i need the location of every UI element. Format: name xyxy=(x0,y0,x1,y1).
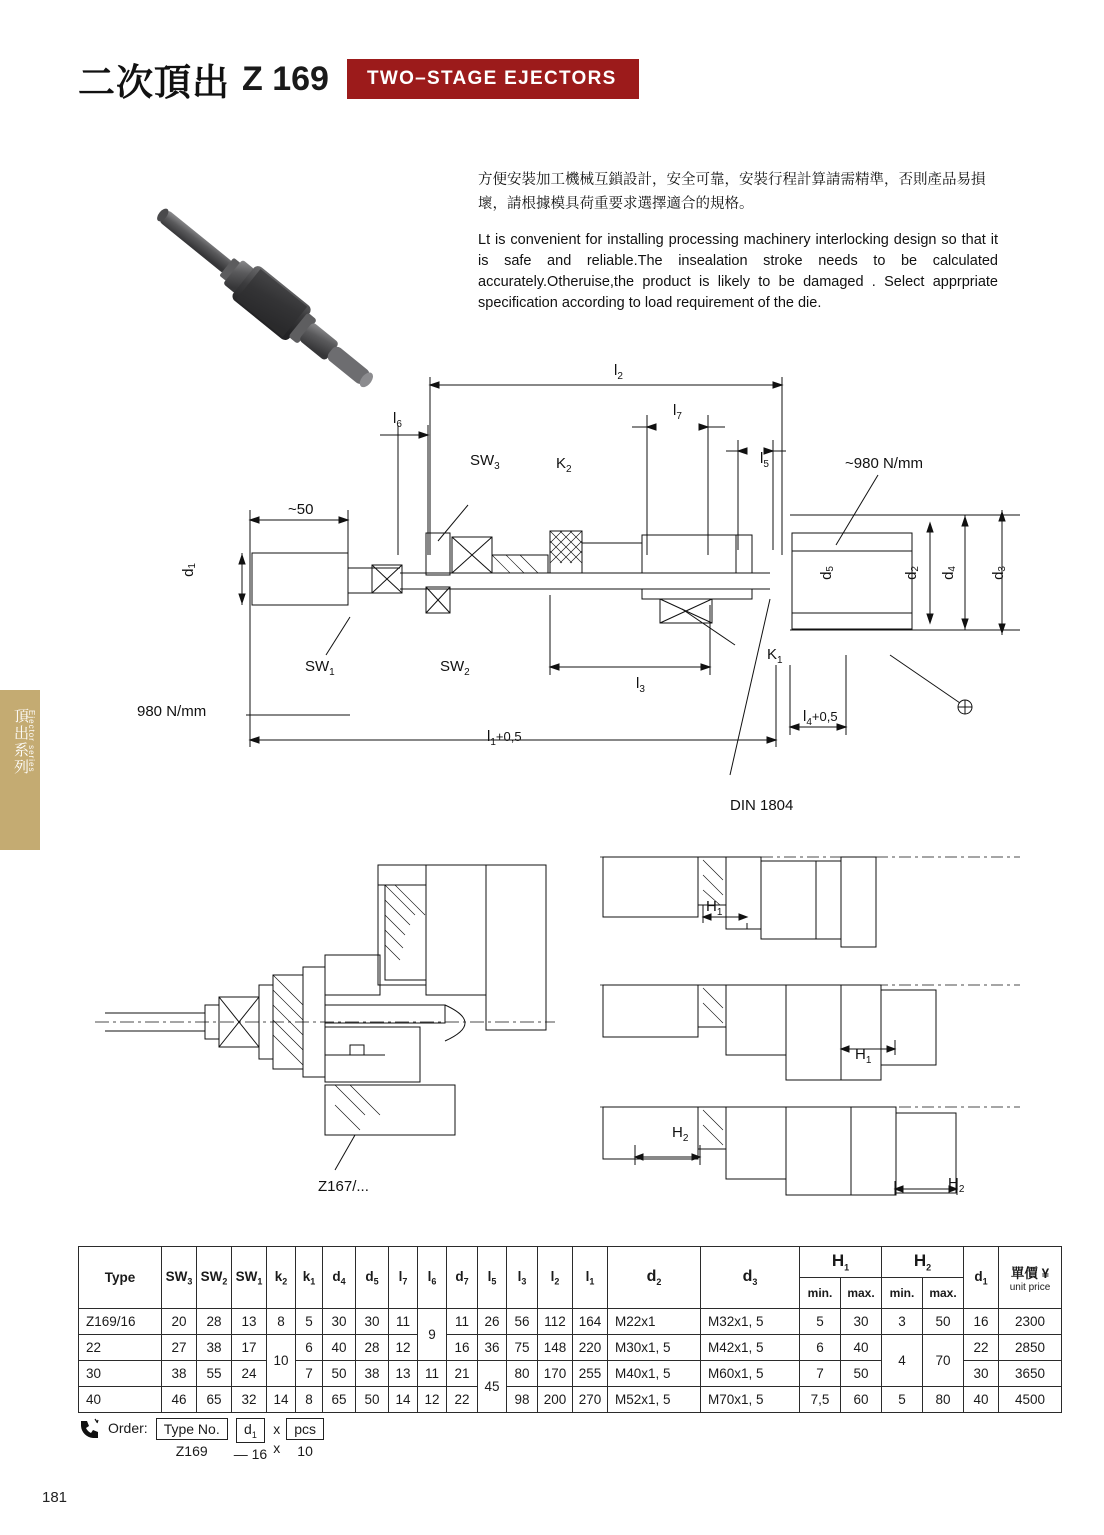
cell-k2: 8 xyxy=(267,1309,296,1335)
label-approx-50: ~50 xyxy=(288,501,314,518)
cell-price: 4500 xyxy=(999,1387,1062,1413)
header-product-code: Z 169 xyxy=(242,59,329,98)
order-pcs-box[interactable]: pcs xyxy=(286,1418,324,1440)
label-z167: Z167/... xyxy=(318,1178,369,1195)
cell-price: 3650 xyxy=(999,1361,1062,1387)
spec-table xyxy=(78,1246,1062,1413)
th-type: Type xyxy=(79,1247,162,1309)
intro-text-en: Lt is convenient for installing processing machinery interlocking design so that it is safe and reliable.The insealation stroke needs to be calculated accurately.Otheruise,the product is likely to be damaged . Select apprpriate specification according to load requirement of the die. xyxy=(478,232,998,311)
side-tab-label-en: Ejector series xyxy=(27,710,36,773)
cell-l7: 14 xyxy=(389,1387,418,1413)
cell-d2: M40x1, 5 xyxy=(608,1361,701,1387)
cell-sw2: 38 xyxy=(197,1335,232,1361)
cell-l5: 45 xyxy=(478,1361,507,1413)
cell-h2min: 4 xyxy=(882,1335,923,1387)
cell-type: 40 xyxy=(79,1387,162,1413)
th-price-sub: unit price xyxy=(1009,1282,1051,1293)
cell-l1: 164 xyxy=(573,1309,608,1335)
th-d1: $d_1$ xyxy=(964,1247,999,1309)
cell-d7: 11 xyxy=(447,1309,478,1335)
order-pcs-value: 10 xyxy=(297,1443,313,1459)
th-sw1: $SW_1$ xyxy=(232,1247,267,1309)
label-l7: $l_7$ xyxy=(673,402,682,422)
page-header xyxy=(78,52,639,106)
order-line xyxy=(78,1418,330,1462)
assembly-drawing xyxy=(85,855,565,1185)
th-k1: $k_1$ xyxy=(296,1247,323,1309)
cell-d2: M30x1, 5 xyxy=(608,1335,701,1361)
cell-l3: 98 xyxy=(507,1387,538,1413)
intro-text-cn: 方便安裝加工機械互鎖設計，安全可靠，安裝行程計算請需精準，否則產品易損壞，請根據模具荷重要求選擇適合的規格。 xyxy=(478,172,986,212)
cell-d4: 40 xyxy=(323,1335,356,1361)
header-title-cn: 二次頂出 xyxy=(78,62,230,103)
th-sw2: $SW_2$ xyxy=(197,1247,232,1309)
cell-sw2: 65 xyxy=(197,1387,232,1413)
cell-type: 30 xyxy=(79,1361,162,1387)
cell-h1min: 7,5 xyxy=(800,1387,841,1413)
page-number: 181 xyxy=(42,1489,68,1506)
th-d2: $d_2$ xyxy=(608,1247,701,1309)
cell-l1: 270 xyxy=(573,1387,608,1413)
cell-sw1: 32 xyxy=(232,1387,267,1413)
cell-d7: 22 xyxy=(447,1387,478,1413)
label-d5: $d_5$ xyxy=(818,566,836,580)
cell-d7: 21 xyxy=(447,1361,478,1387)
cell-k1: 8 xyxy=(296,1387,323,1413)
th-h1-min: min. xyxy=(800,1278,841,1309)
cell-l3: 75 xyxy=(507,1335,538,1361)
header-band-en: TWO–STAGE EJECTORS xyxy=(347,59,639,99)
cell-l5: 26 xyxy=(478,1309,507,1335)
cell-h2max: 70 xyxy=(923,1335,964,1387)
cell-d3: M60x1, 5 xyxy=(701,1361,800,1387)
cell-l7: 13 xyxy=(389,1361,418,1387)
order-phone-icon xyxy=(78,1418,100,1441)
cell-l6: 11 xyxy=(418,1361,447,1387)
label-sw2: $SW_2$ xyxy=(440,658,470,678)
cell-d4: 50 xyxy=(323,1361,356,1387)
cell-l5: 36 xyxy=(478,1335,507,1361)
cell-sw3: 27 xyxy=(162,1335,197,1361)
cell-l6: 9 xyxy=(418,1309,447,1361)
cell-d1: 16 xyxy=(964,1309,999,1335)
label-l6: $l_6$ xyxy=(393,410,402,430)
cell-l1: 255 xyxy=(573,1361,608,1387)
th-h2-min: min. xyxy=(882,1278,923,1309)
cell-d3: M70x1, 5 xyxy=(701,1387,800,1413)
cell-l2: 112 xyxy=(538,1309,573,1335)
label-sw1: $SW_1$ xyxy=(305,658,335,678)
th-l7: $l_7$ xyxy=(389,1247,418,1309)
cell-d1: 22 xyxy=(964,1335,999,1361)
order-d1-box[interactable]: $d_1$ xyxy=(236,1418,265,1443)
cell-sw3: 38 xyxy=(162,1361,197,1387)
cell-l1: 220 xyxy=(573,1335,608,1361)
order-x-symbol-2: x xyxy=(273,1440,281,1456)
cell-d3: M42x1, 5 xyxy=(701,1335,800,1361)
th-l2: $l_2$ xyxy=(538,1247,573,1309)
th-d5: $d_5$ xyxy=(356,1247,389,1309)
th-d4: $d_4$ xyxy=(323,1247,356,1309)
th-l1: $l_1$ xyxy=(573,1247,608,1309)
th-l3: $l_3$ xyxy=(507,1247,538,1309)
cell-h2min: 5 xyxy=(882,1387,923,1413)
th-k2: $k_2$ xyxy=(267,1247,296,1309)
label-l1: $l_1+0,5$ xyxy=(487,728,522,748)
table-row xyxy=(79,1335,1062,1361)
label-l4: $l_4+0,5$ xyxy=(803,708,838,728)
cell-h1max: 40 xyxy=(841,1335,882,1361)
order-label: Order: xyxy=(108,1420,148,1436)
order-type-box[interactable]: Type No. xyxy=(156,1418,228,1440)
th-sw3: $SW_3$ xyxy=(162,1247,197,1309)
cell-h1max: 60 xyxy=(841,1387,882,1413)
label-sw3: $SW_3$ xyxy=(470,452,500,472)
order-x-col xyxy=(273,1418,280,1456)
order-type-col xyxy=(156,1418,228,1459)
cell-sw2: 55 xyxy=(197,1361,232,1387)
cell-d2: M52x1, 5 xyxy=(608,1387,701,1413)
cell-h2max: 50 xyxy=(923,1309,964,1335)
cell-sw1: 13 xyxy=(232,1309,267,1335)
cell-type: Z169/16 xyxy=(79,1309,162,1335)
cell-h2min: 3 xyxy=(882,1309,923,1335)
th-d3: $d_3$ xyxy=(701,1247,800,1309)
cell-k2: 14 xyxy=(267,1387,296,1413)
cell-l7: 11 xyxy=(389,1309,418,1335)
label-l2: $l_2$ xyxy=(614,362,623,382)
cell-h1max: 50 xyxy=(841,1361,882,1387)
label-d1: $d_1$ xyxy=(180,563,198,577)
label-force-right: ~980 N/mm xyxy=(845,455,923,472)
label-k1: $K_1$ xyxy=(767,646,783,666)
cell-h2max: 80 xyxy=(923,1387,964,1413)
order-x-symbol: x xyxy=(273,1421,281,1437)
label-h2-left: $H_2$ xyxy=(672,1124,689,1144)
intro-text xyxy=(478,168,998,314)
cell-d5: 50 xyxy=(356,1387,389,1413)
label-l5: $l_5$ xyxy=(760,450,769,470)
cell-d5: 30 xyxy=(356,1309,389,1335)
label-h2-right: $H_2$ xyxy=(948,1175,965,1195)
label-force-left: 980 N/mm xyxy=(137,703,207,720)
cell-h1min: 7 xyxy=(800,1361,841,1387)
cell-l7: 12 xyxy=(389,1335,418,1361)
cell-type: 22 xyxy=(79,1335,162,1361)
cell-d7: 16 xyxy=(447,1335,478,1361)
order-d1-col xyxy=(234,1418,267,1462)
cell-d2: M22x1 xyxy=(608,1309,701,1335)
cell-sw2: 28 xyxy=(197,1309,232,1335)
table-row xyxy=(79,1309,1062,1335)
th-h1: $H_1$ xyxy=(800,1247,882,1278)
cell-h1min: 5 xyxy=(800,1309,841,1335)
cell-l3: 80 xyxy=(507,1361,538,1387)
label-k2: $K_2$ xyxy=(556,455,572,475)
th-d7: $d_7$ xyxy=(447,1247,478,1309)
cell-d5: 28 xyxy=(356,1335,389,1361)
th-h2-max: max. xyxy=(923,1278,964,1309)
label-d2: $d_2$ xyxy=(903,566,921,580)
cell-l2: 170 xyxy=(538,1361,573,1387)
th-h2: $H_2$ xyxy=(882,1247,964,1278)
cell-sw3: 20 xyxy=(162,1309,197,1335)
cell-h1max: 30 xyxy=(841,1309,882,1335)
cell-sw1: 24 xyxy=(232,1361,267,1387)
cell-d5: 38 xyxy=(356,1361,389,1387)
cell-h1min: 6 xyxy=(800,1335,841,1361)
cell-k2: 10 xyxy=(267,1335,296,1387)
th-l5: $l_5$ xyxy=(478,1247,507,1309)
cell-price: 2300 xyxy=(999,1309,1062,1335)
cell-k1: 7 xyxy=(296,1361,323,1387)
main-section-drawing xyxy=(230,355,1060,825)
label-h1-top: $H_1$ xyxy=(706,898,723,918)
side-tab-label-cn: 頂出系列 xyxy=(12,708,29,776)
cell-k1: 5 xyxy=(296,1309,323,1335)
cell-l6: 12 xyxy=(418,1387,447,1413)
order-pcs-col xyxy=(286,1418,324,1459)
th-l6: $l_6$ xyxy=(418,1247,447,1309)
cell-l3: 56 xyxy=(507,1309,538,1335)
order-d1-value: — 16 xyxy=(233,1445,268,1462)
label-d3: $d_3$ xyxy=(990,566,1008,580)
side-tab xyxy=(0,690,40,850)
label-d4: $d_4$ xyxy=(940,566,958,580)
cell-d3: M32x1, 5 xyxy=(701,1309,800,1335)
label-h1-mid: $H_1$ xyxy=(855,1046,872,1066)
th-price xyxy=(999,1247,1062,1309)
th-h1-max: max. xyxy=(841,1278,882,1309)
cell-k1: 6 xyxy=(296,1335,323,1361)
step-drawings xyxy=(595,845,1025,1205)
label-l3: $l_3$ xyxy=(636,675,645,695)
table-header-row xyxy=(79,1247,1062,1278)
table-row xyxy=(79,1387,1062,1413)
cell-sw3: 46 xyxy=(162,1387,197,1413)
cell-l2: 148 xyxy=(538,1335,573,1361)
label-din-1804: DIN 1804 xyxy=(730,797,794,814)
cell-sw1: 17 xyxy=(232,1335,267,1361)
cell-price: 2850 xyxy=(999,1335,1062,1361)
cell-d4: 65 xyxy=(323,1387,356,1413)
cell-d4: 30 xyxy=(323,1309,356,1335)
cell-d1: 30 xyxy=(964,1361,999,1387)
order-type-value: Z169 xyxy=(175,1443,208,1459)
cell-d1: 40 xyxy=(964,1387,999,1413)
cell-l2: 200 xyxy=(538,1387,573,1413)
th-price-main: 單價 ¥ xyxy=(1010,1266,1050,1281)
